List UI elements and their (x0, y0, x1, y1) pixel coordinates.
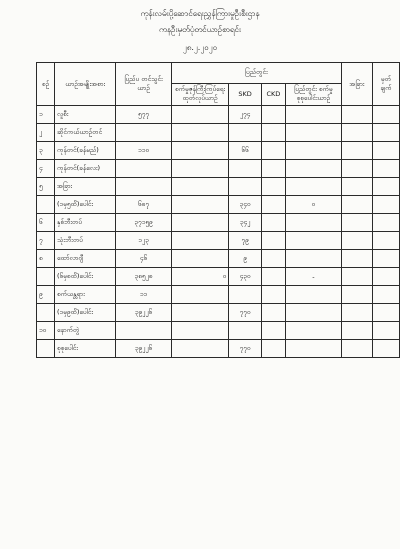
cell-import: ၃၉၂၂၆ (116, 340, 171, 358)
cell-dist (285, 106, 341, 124)
cell-ckd (261, 160, 285, 178)
cell-remark (372, 232, 399, 250)
cell-type: (၆မှ၈ထိ)ပေါင်း (54, 268, 115, 286)
cell-type: ဆိုင်ကယ်ယာဉ်တင် (54, 124, 115, 142)
cell-ckd (261, 214, 285, 232)
report-date: ၂၈.၂.၂၀၂၀ (182, 43, 218, 52)
cell-remark (372, 340, 399, 358)
cell-no: ၅ (37, 178, 55, 196)
cell-type: ကုန်တင်(ခန်လေး) (54, 160, 115, 178)
cell-type: (၁မှ၅ထိ)ပေါင်း (54, 196, 115, 214)
cell-skd: ၃၄၂ (229, 214, 262, 232)
cell-import: ၃၈၅၂၈ (116, 268, 171, 286)
cell-ckd (261, 322, 285, 340)
cell-sub (171, 196, 229, 214)
cell-import (116, 124, 171, 142)
col-domestic-header: ပြည်တွင်း (171, 63, 341, 84)
cell-no: ၂ (37, 124, 55, 142)
cell-no: ၆ (37, 214, 55, 232)
cell-type: စုစုပေါင်း (54, 340, 115, 358)
cell-type: သုံးဘီးတပ် (54, 232, 115, 250)
cell-dist (285, 178, 341, 196)
cell-skd: ၇၉ (229, 232, 262, 250)
cell-remark (372, 286, 399, 304)
table-row (37, 196, 400, 214)
cell-ckd (261, 106, 285, 124)
cell-dist: ၀ (285, 196, 341, 214)
cell-skd (229, 178, 262, 196)
cell-import: ၁၁ (116, 286, 171, 304)
col-import-header: ပြည်ပ တင်သွင်းယာဉ် (116, 63, 171, 106)
cell-sub (171, 106, 229, 124)
cell-remark (372, 196, 399, 214)
cell-other (341, 124, 372, 142)
cell-ckd (261, 178, 285, 196)
cell-no: ၉ (37, 286, 55, 304)
cell-type: ကုန်တင်(ခန်မည်) (54, 142, 115, 160)
cell-sub (171, 178, 229, 196)
col-remark-header: မှတ် ချက် (372, 63, 399, 106)
table-row (37, 286, 400, 304)
cell-ckd (261, 124, 285, 142)
col-dist-header: ပြည်တွင်း စက်မှုစုစုပေါင်းယာဉ် (285, 83, 341, 105)
col-no-header: စဉ် (37, 63, 55, 106)
cell-type: စက်ယန္တရား (54, 286, 115, 304)
cell-remark (372, 160, 399, 178)
registration-table (36, 62, 400, 358)
table-row (37, 124, 400, 142)
cell-ckd (261, 340, 285, 358)
cell-dist (285, 250, 341, 268)
cell-ckd (261, 196, 285, 214)
col-type-header: ယာဉ်အမျိုးအစား (54, 63, 115, 106)
cell-ckd (261, 286, 285, 304)
cell-skd (229, 124, 262, 142)
table-header-row (37, 63, 400, 84)
col-sub-header: စက်မှုဇုန်ကြီးကြပ်ရေး ထုတ်လုပ်ယာဉ် (171, 83, 229, 105)
col-skd-header: SKD (229, 83, 262, 105)
cell-type: နှစ်ဘီးတပ် (54, 214, 115, 232)
cell-import: ၁၂၃ (116, 232, 171, 250)
cell-other (341, 286, 372, 304)
cell-dist (285, 232, 341, 250)
cell-import: ၄၆ (116, 250, 171, 268)
cell-no: ၁၀ (37, 322, 55, 340)
col-ckd-header: CKD (261, 83, 285, 105)
cell-dist (285, 160, 341, 178)
table-row (37, 178, 400, 196)
cell-dist (285, 304, 341, 322)
cell-dist (285, 340, 341, 358)
cell-skd (229, 322, 262, 340)
cell-remark (372, 142, 399, 160)
cell-skd: ၂၇၄ (229, 106, 262, 124)
cell-type: နောက်တွဲ (54, 322, 115, 340)
cell-ckd (261, 250, 285, 268)
cell-type: (၁မှ၉ထိ)ပေါင်း (54, 304, 115, 322)
cell-no (37, 268, 55, 286)
cell-no: ၈ (37, 250, 55, 268)
cell-no: ၇ (37, 232, 55, 250)
cell-ckd (261, 142, 285, 160)
cell-sub: ၀ (171, 268, 229, 286)
cell-no (37, 340, 55, 358)
cell-dist: - (285, 268, 341, 286)
cell-sub (171, 124, 229, 142)
cell-sub (171, 250, 229, 268)
cell-import (116, 160, 171, 178)
cell-type: အခြား (54, 178, 115, 196)
cell-other (341, 250, 372, 268)
cell-other (341, 142, 372, 160)
table-row (37, 250, 400, 268)
cell-sub (171, 340, 229, 358)
cell-skd: ၉ (229, 250, 262, 268)
table-row (37, 232, 400, 250)
cell-other (341, 232, 372, 250)
cell-other (341, 196, 372, 214)
cell-skd: ၆၆ (229, 142, 262, 160)
cell-remark (372, 268, 399, 286)
cell-other (341, 214, 372, 232)
cell-remark (372, 250, 399, 268)
cell-no: ၄ (37, 160, 55, 178)
cell-other (341, 268, 372, 286)
cell-other (341, 304, 372, 322)
cell-other (341, 160, 372, 178)
cell-remark (372, 304, 399, 322)
table-row (37, 106, 400, 124)
cell-remark (372, 106, 399, 124)
cell-import: ၁၁၀ (116, 142, 171, 160)
cell-import (116, 178, 171, 196)
cell-ckd (261, 304, 285, 322)
cell-skd: ၄၃၀ (229, 268, 262, 286)
cell-other (341, 340, 372, 358)
table-row (37, 160, 400, 178)
cell-sub (171, 214, 229, 232)
report-title: ကနဦးမှတ်ပုံတင်ယာဉ်စာရင်း (159, 25, 241, 34)
cell-import: ၃၇၁၅၉ (116, 214, 171, 232)
cell-sub (171, 160, 229, 178)
cell-sub (171, 232, 229, 250)
cell-ckd (261, 268, 285, 286)
cell-import (116, 322, 171, 340)
cell-no: ၁ (37, 106, 55, 124)
cell-no: ၃ (37, 142, 55, 160)
cell-type: လူစီး (54, 106, 115, 124)
cell-skd: ၇၇၀ (229, 340, 262, 358)
cell-skd: ၇၇၀ (229, 304, 262, 322)
cell-sub (171, 286, 229, 304)
col-other-header: အခြား (341, 63, 372, 106)
cell-remark (372, 322, 399, 340)
cell-skd (229, 160, 262, 178)
cell-dist (285, 124, 341, 142)
cell-remark (372, 178, 399, 196)
cell-other (341, 178, 372, 196)
table-row (37, 322, 400, 340)
department-title: ကုန်းလမ်းပို့ဆောင်ရေးညွှန်ကြားမှုဦးစီးဌာန (140, 9, 260, 18)
cell-ckd (261, 232, 285, 250)
table-row (37, 142, 400, 160)
cell-remark (372, 214, 399, 232)
cell-sub (171, 322, 229, 340)
table-row (37, 268, 400, 286)
cell-skd: ၃၄၀ (229, 196, 262, 214)
cell-sub (171, 142, 229, 160)
table-row (37, 214, 400, 232)
cell-no (37, 196, 55, 214)
cell-other (341, 106, 372, 124)
table-row (37, 304, 400, 322)
cell-dist (285, 286, 341, 304)
cell-remark (372, 124, 399, 142)
cell-type: ထော်လာဂျီ (54, 250, 115, 268)
cell-dist (285, 142, 341, 160)
cell-import: ၃၉၂၂၆ (116, 304, 171, 322)
cell-dist (285, 322, 341, 340)
cell-no (37, 304, 55, 322)
cell-import: ၅၇၇ (116, 106, 171, 124)
cell-sub (171, 304, 229, 322)
cell-dist (285, 214, 341, 232)
cell-skd (229, 286, 262, 304)
cell-import: ၆၈၇ (116, 196, 171, 214)
table-row (37, 340, 400, 358)
cell-other (341, 322, 372, 340)
